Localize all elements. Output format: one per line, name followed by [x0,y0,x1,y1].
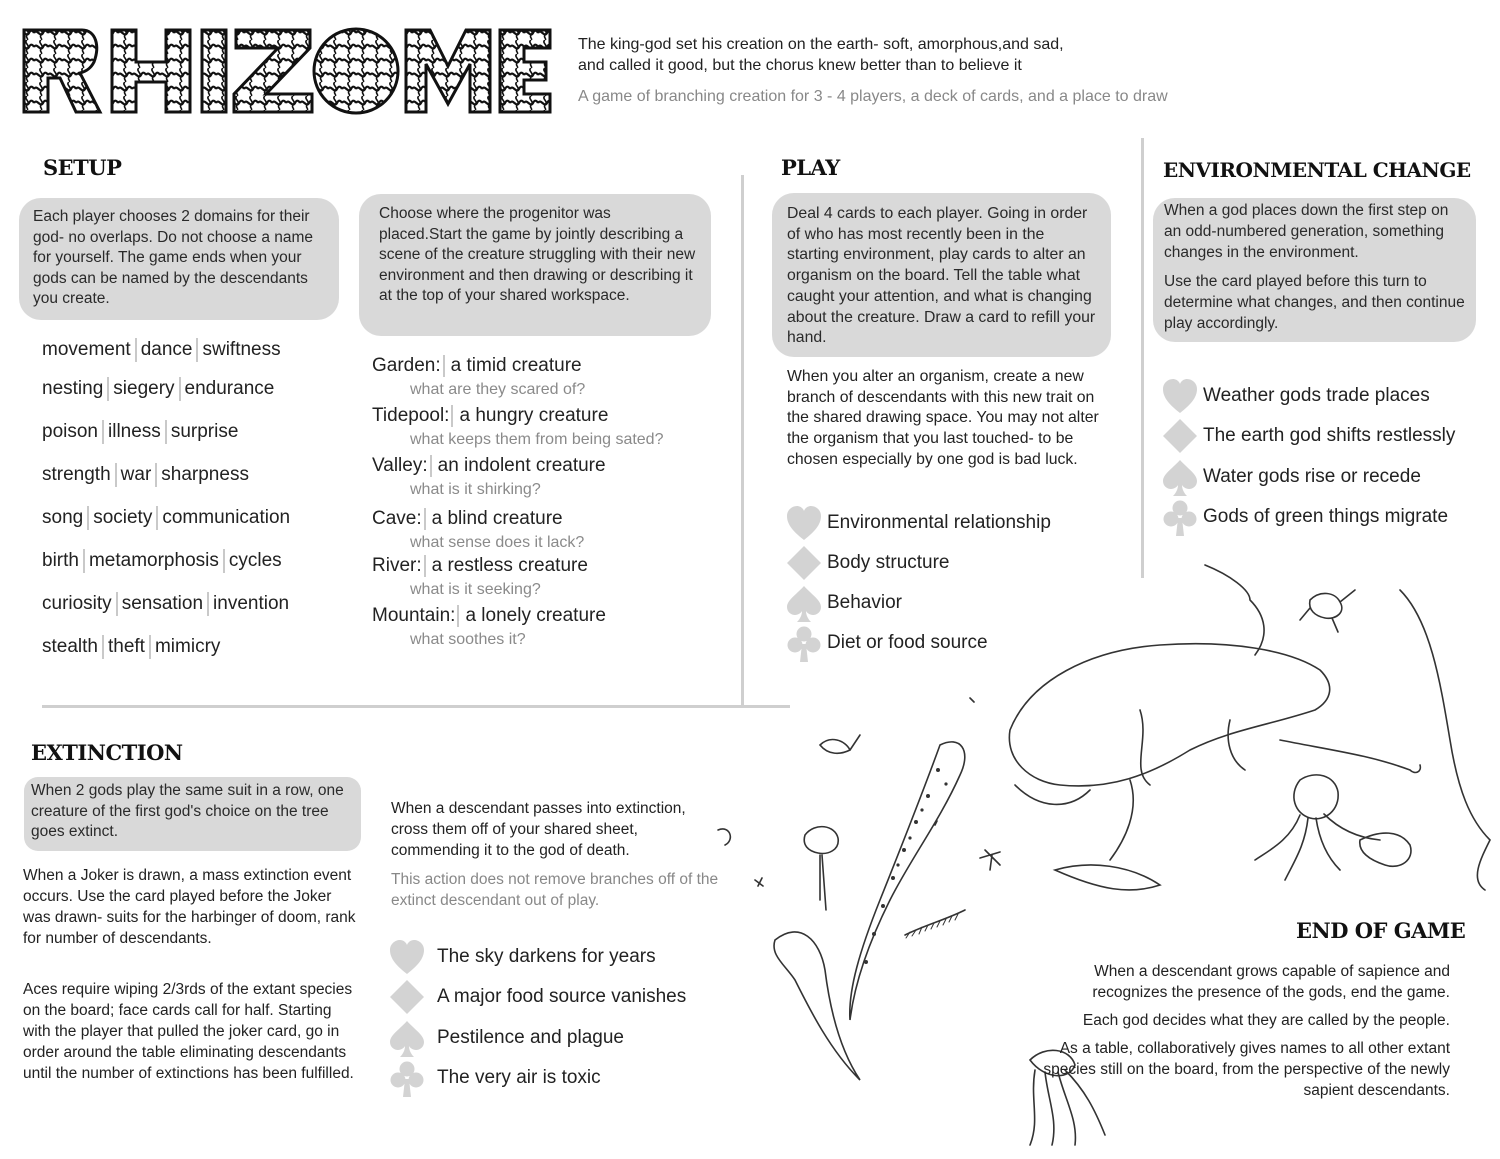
setup-bubble-domains: Each player chooses 2 domains for their god- no overlaps. Do not choose a name for yourself. The game ends when your gods can be named by the descendants you create. [19,198,339,320]
domain-word: cycles [228,550,282,572]
domain-word: surprise [170,421,239,443]
tagline-line-2: and called it good, but the chorus knew better than to believe it [578,57,1022,74]
domain-word: war [120,464,152,486]
suit-label: The sky darkens for years [437,946,656,967]
environment-question: what keeps them from being sated? [410,431,664,448]
suit-label: Weather gods trade places [1203,385,1430,406]
environment-item [372,355,582,377]
environment-place: Garden: [372,355,441,377]
domain-row [42,377,274,401]
domain-word: dance [140,339,193,361]
environment-place: River: [372,555,422,577]
suit-label: A major food source vanishes [437,986,687,1007]
environment-separator [457,605,459,627]
divider-extinction [42,705,790,708]
suit-label: Water gods rise or recede [1203,466,1421,487]
extinction-joker-text: When a Joker is drawn, a mass extinction event occurs. Use the card played before the Joker was drawn- suits for the harbinger of doom, rank for number of descendants. [23,867,356,947]
domain-word: nesting [42,378,104,400]
environment-question: what sense does it lack? [410,534,585,551]
environment-item [372,605,606,627]
domain-word: curiosity [42,593,112,615]
domain-word: swiftness [202,339,281,361]
domain-row [42,463,249,487]
environment-creature: a restless creature [431,555,588,577]
extinction-bubble: When 2 gods play the same suit in a row, one creature of the first god's choice on the tree goes extinct. [24,777,361,851]
domain-separator [149,635,151,659]
extinction-aces-text: Aces require wiping 2/3rds of the extant species on the board; face cards call for half. Starting with the player that pulled the joker card, go in order around the table eliminating descendants until the number of extinctions has been fulfilled. [23,981,354,1082]
domain-row [42,506,290,530]
suit-label: The very air is toxic [437,1067,601,1088]
env-change-paragraph-2: Use the card played before this turn to determine what changes, and then continue play accordingly. [1164,273,1465,332]
env-change-heading: ENVIRONMENTAL CHANGE [1163,158,1471,182]
title-logo [20,26,552,116]
domain-row [42,338,281,362]
spade-icon [390,1021,424,1057]
intro-block [578,34,1168,107]
environment-place: Mountain: [372,605,456,627]
domain-word: mimicry [154,636,221,658]
suit-label: Pestilence and plague [437,1027,624,1048]
domain-row [42,592,289,616]
extinction-crossoff-text: When a descendant passes into extinction, cross them off of your shared sheet, commending it to the god of death. [391,800,686,859]
environment-item [372,455,606,477]
domain-word: illness [108,421,161,443]
heart-icon [390,940,424,976]
environment-creature: a hungry creature [459,405,609,427]
domain-separator [155,463,157,487]
setup-bubble-progenitor: Choose where the progenitor was placed.Start the game by jointly describing a scene of the creature struggling with their new environment and then drawing or describing it at the top of your shared workspace. [359,194,711,336]
end-of-game-naming-text: Each god decides what they are called by the people. [1082,1012,1450,1029]
environment-place: Cave: [372,508,422,530]
environment-item [372,555,588,577]
spade-icon [1163,460,1197,496]
suit-label: Gods of green things migrate [1203,506,1449,527]
club-icon [390,1061,424,1097]
suit-label: Behavior [827,592,902,613]
environment-creature: a lonely creature [465,605,606,627]
domain-word: movement [42,339,131,361]
setup-heading: SETUP [43,155,122,180]
domain-separator [115,463,117,487]
domain-row [42,420,238,444]
environment-separator [430,455,432,477]
environment-item [372,405,608,427]
domain-word: stealth [42,636,98,658]
domain-word: sensation [121,593,204,615]
environment-place: Valley: [372,455,428,477]
domain-separator [116,592,118,616]
extinction-branch-note: This action does not remove branches off of the extinct descendant out of play. [391,871,719,909]
environment-question: what is it shirking? [410,481,541,498]
domain-separator [107,377,109,401]
domain-separator [179,377,181,401]
domain-separator [87,506,89,530]
domain-word: birth [42,550,79,572]
end-of-game-sapience-text: When a descendant grows capable of sapience and recognizes the presence of the gods, end the game. [1092,963,1450,1001]
play-bubble: Deal 4 cards to each player. Going in order of who has most recently been in the starting environment, play cards to alter an organism on the board. Tell the table what caught your attention, and what is changing about the creature. Draw a card to refill your hand. [772,193,1111,357]
diamond-icon [1163,419,1197,455]
suit-label: Diet or food source [827,632,988,653]
domain-separator [102,635,104,659]
domain-word: theft [107,636,145,658]
domain-word: communication [162,507,291,529]
environment-creature: a blind creature [431,508,563,530]
suit-label: Environmental relationship [827,512,1051,533]
domain-separator [196,338,198,362]
domain-word: invention [213,593,290,615]
play-heading: PLAY [781,155,840,180]
environment-question: what is it seeking? [410,581,541,598]
domain-row [42,549,282,573]
domain-word: poison [42,421,98,443]
domain-word: metamorphosis [88,550,219,572]
play-body: When you alter an organism, create a new branch of descendants with this new trait on the shared drawing space. You may not alter the organism that you last touched- to be chosen especially by one god is bad luck. [787,368,1099,468]
environment-question: what are they scared of? [410,381,586,398]
domain-separator [83,549,85,573]
domain-word: strength [42,464,111,486]
env-change-paragraph-1: When a god places down the first step on an odd-numbered generation, something changes in the environment. [1164,202,1449,261]
domain-word: sharpness [161,464,249,486]
diamond-icon [390,980,424,1016]
domain-separator [223,549,225,573]
club-icon [1163,500,1197,536]
domain-row [42,635,220,659]
end-of-game-heading: END OF GAME [1296,918,1466,943]
domain-word: society [93,507,153,529]
environment-separator [443,355,445,377]
domain-separator [207,592,209,616]
tagline-line-1: The king-god set his creation on the earth- soft, amorphous,and sad, [578,36,1064,53]
heart-icon [1163,379,1197,415]
domain-separator [165,420,167,444]
divider-env-change [1141,138,1144,578]
environment-separator [424,508,426,530]
domain-word: siegery [113,378,175,400]
end-of-game-species-text: As a table, collaboratively gives names to all other extant species still on the board, from the perspective of the newly sapient descendants. [1043,1040,1450,1099]
env-change-bubble [1153,198,1476,342]
domain-word: song [42,507,84,529]
environment-item [372,508,563,530]
domain-separator [135,338,137,362]
extinction-heading: EXTINCTION [31,740,183,765]
environment-question: what soothes it? [410,631,526,648]
suit-label: Body structure [827,552,950,573]
heart-icon [787,506,821,542]
environment-creature: a timid creature [450,355,582,377]
environment-separator [451,405,453,427]
game-subtitle: A game of branching creation for 3 - 4 players, a deck of cards, and a place to draw [578,88,1168,105]
environment-separator [424,555,426,577]
environment-creature: an indolent creature [437,455,606,477]
suit-label: The earth god shifts restlessly [1203,425,1456,446]
environment-place: Tidepool: [372,405,450,427]
domain-word: endurance [184,378,275,400]
domain-separator [156,506,158,530]
domain-separator [102,420,104,444]
